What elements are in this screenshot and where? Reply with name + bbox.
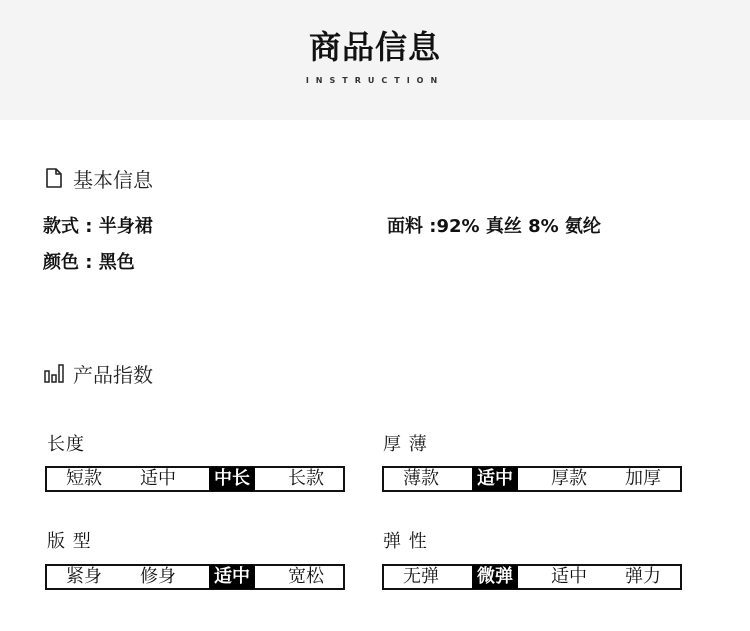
elasticity-scale xyxy=(382,564,682,590)
length-label: 长度 xyxy=(47,434,85,455)
elasticity-option: 弹力 xyxy=(625,566,661,587)
elasticity-label: 弹 性 xyxy=(383,531,428,552)
page-subtitle: INSTRUCTION xyxy=(305,76,445,85)
fabric-info: 面料 :92% 真丝 8% 氨纶 xyxy=(387,216,601,237)
color-info: 颜色 : 黑色 xyxy=(43,252,135,273)
style-info: 款式 : 半身裙 xyxy=(43,216,153,237)
length-option: 适中 xyxy=(140,468,176,489)
fit-option: 宽松 xyxy=(288,566,324,587)
length-scale xyxy=(45,466,345,492)
fit-scale xyxy=(45,564,345,590)
fit-option: 修身 xyxy=(140,566,176,587)
fit-option: 紧身 xyxy=(66,566,102,587)
fit-label: 版 型 xyxy=(47,531,92,552)
page-title: 商品信息 xyxy=(308,28,441,66)
length-option: 短款 xyxy=(66,468,102,489)
thickness-option-selected: 适中 xyxy=(458,468,532,490)
thickness-option: 厚款 xyxy=(551,468,587,489)
elasticity-option: 适中 xyxy=(551,566,587,587)
basic-info-label: 基本信息 xyxy=(73,167,153,192)
thickness-scale xyxy=(382,466,682,492)
header-banner xyxy=(0,0,750,120)
thickness-label: 厚 薄 xyxy=(383,434,428,455)
product-index-heading xyxy=(43,360,153,386)
basic-info-heading xyxy=(43,165,153,191)
document-icon xyxy=(43,167,65,189)
thickness-option: 薄款 xyxy=(403,468,439,489)
elasticity-option: 无弹 xyxy=(403,566,439,587)
product-index-label: 产品指数 xyxy=(73,362,153,387)
elasticity-option-selected: 微弹 xyxy=(458,566,532,588)
length-option: 长款 xyxy=(288,468,324,489)
thickness-option: 加厚 xyxy=(625,468,661,489)
bar-chart-icon xyxy=(43,362,65,384)
length-option-selected: 中长 xyxy=(195,468,269,490)
fit-option-selected: 适中 xyxy=(195,566,269,588)
